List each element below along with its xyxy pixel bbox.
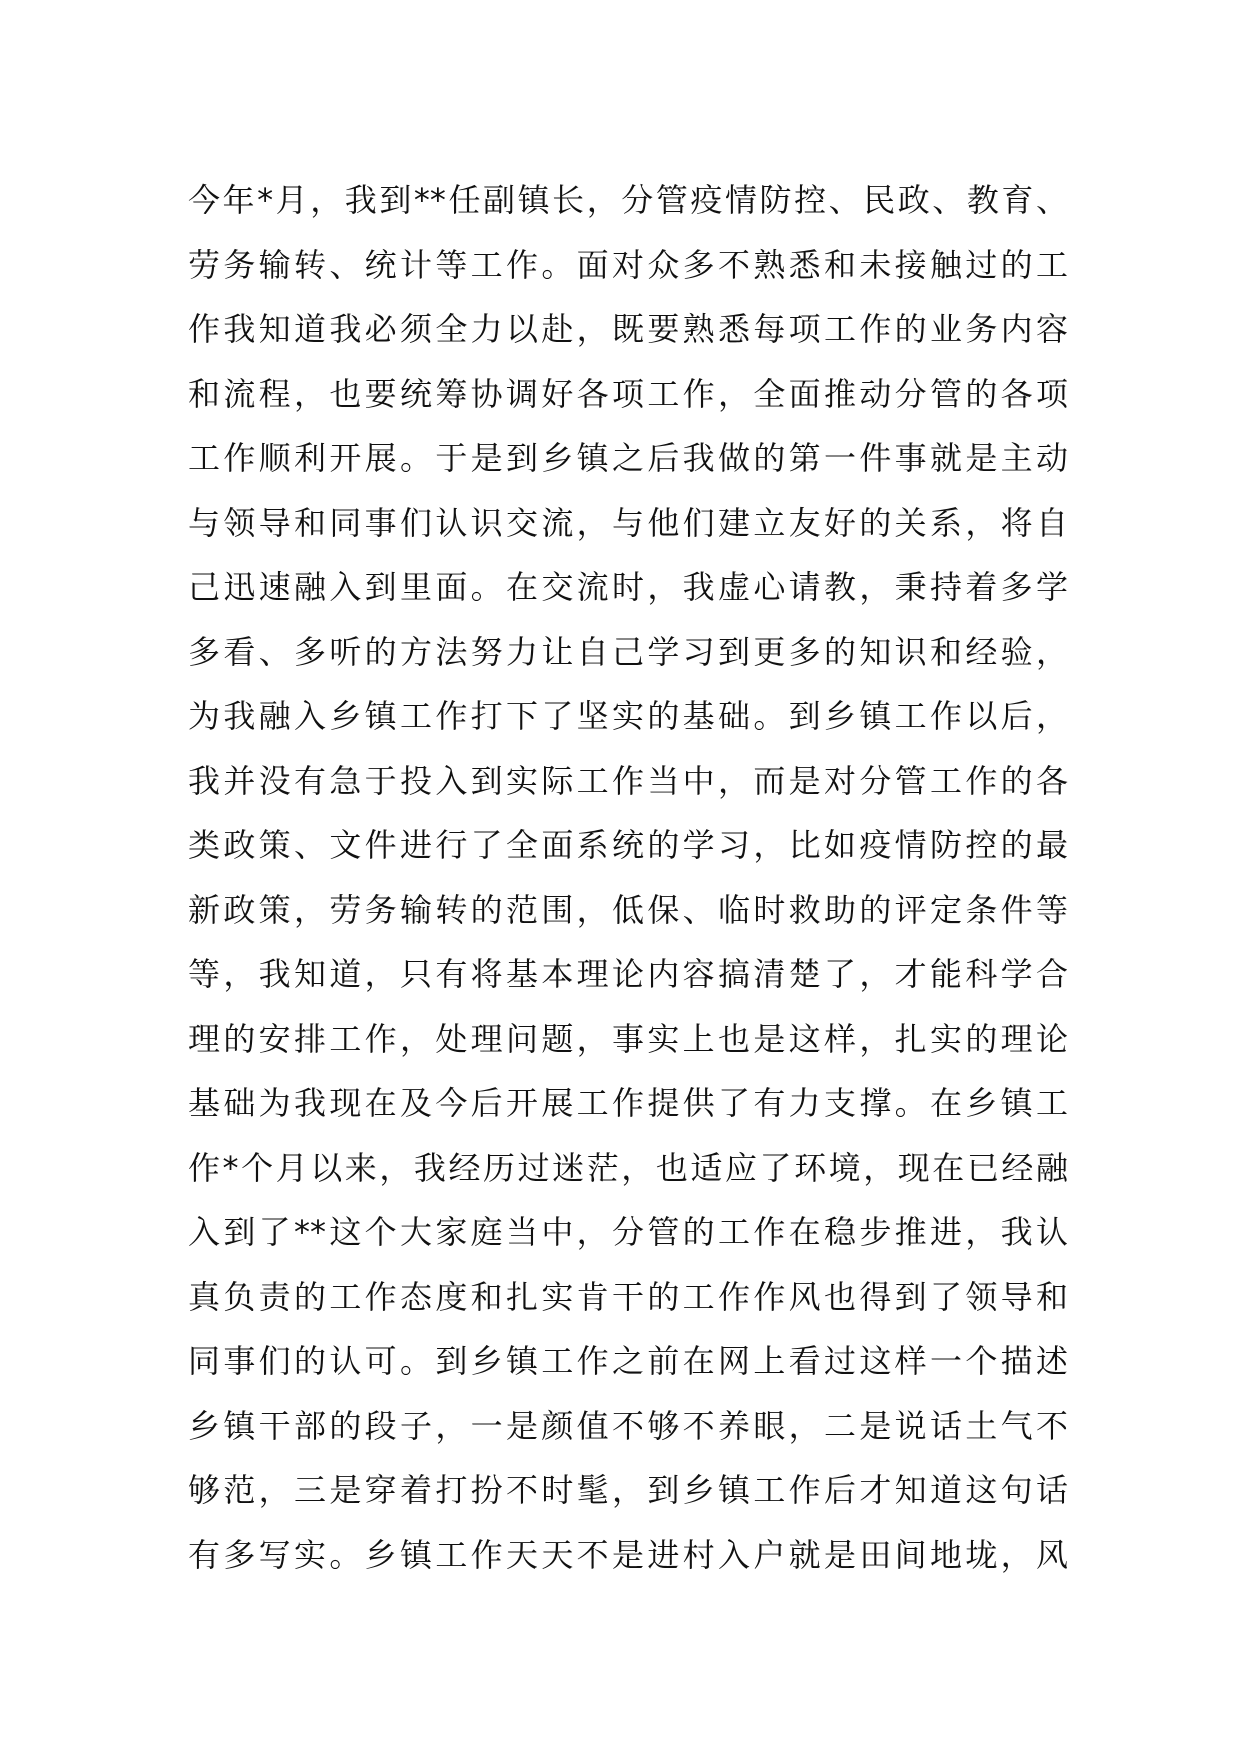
text-line: 作*个月以来，我经历过迷茫，也适应了环境，现在已经融 xyxy=(188,1148,1068,1187)
text-line: 理的安排工作，处理问题，事实上也是这样，扎实的理论 xyxy=(188,1019,1068,1058)
text-line: 有多写实。乡镇工作天天不是进村入户就是田间地垅，风 xyxy=(188,1535,1068,1574)
text-line: 作我知道我必须全力以赴，既要熟悉每项工作的业务内容 xyxy=(188,310,1068,348)
text-line: 我并没有急于投入到实际工作当中，而是对分管工作的各 xyxy=(188,761,1068,800)
text-line: 今年*月，我到**任副镇长，分管疫情防控、民政、教育、 xyxy=(188,181,1068,219)
text-line: 工作顺利开展。于是到乡镇之后我做的第一件事就是主动 xyxy=(188,439,1068,477)
text-line: 类政策、文件进行了全面系统的学习，比如疫情防控的最 xyxy=(188,826,1068,864)
body-paragraph xyxy=(188,168,1068,1587)
text-line: 入到了**这个大家庭当中，分管的工作在稳步推进，我认 xyxy=(188,1213,1068,1251)
text-line: 基础为我现在及今后开展工作提供了有力支撑。在乡镇工 xyxy=(188,1084,1068,1122)
text-line: 真负责的工作态度和扎实肯干的工作作风也得到了领导和 xyxy=(188,1277,1068,1316)
text-line: 新政策，劳务输转的范围，低保、临时救助的评定条件等 xyxy=(188,890,1068,929)
text-line: 与领导和同事们认识交流，与他们建立友好的关系，将自 xyxy=(188,503,1068,542)
text-line: 劳务输转、统计等工作。面对众多不熟悉和未接触过的工 xyxy=(188,245,1068,284)
text-line: 乡镇干部的段子，一是颜值不够不养眼，二是说话土气不 xyxy=(188,1406,1068,1445)
text-line: 同事们的认可。到乡镇工作之前在网上看过这样一个描述 xyxy=(188,1342,1068,1380)
text-line: 等，我知道，只有将基本理论内容搞清楚了，才能科学合 xyxy=(188,955,1068,993)
text-line: 多看、多听的方法努力让自己学习到更多的知识和经验， xyxy=(188,632,1068,671)
text-line: 为我融入乡镇工作打下了坚实的基础。到乡镇工作以后， xyxy=(188,697,1068,735)
text-line: 己迅速融入到里面。在交流时，我虚心请教，秉持着多学 xyxy=(188,568,1068,606)
text-line: 和流程，也要统筹协调好各项工作，全面推动分管的各项 xyxy=(188,374,1068,413)
text-line: 够范，三是穿着打扮不时髦，到乡镇工作后才知道这句话 xyxy=(188,1471,1068,1509)
